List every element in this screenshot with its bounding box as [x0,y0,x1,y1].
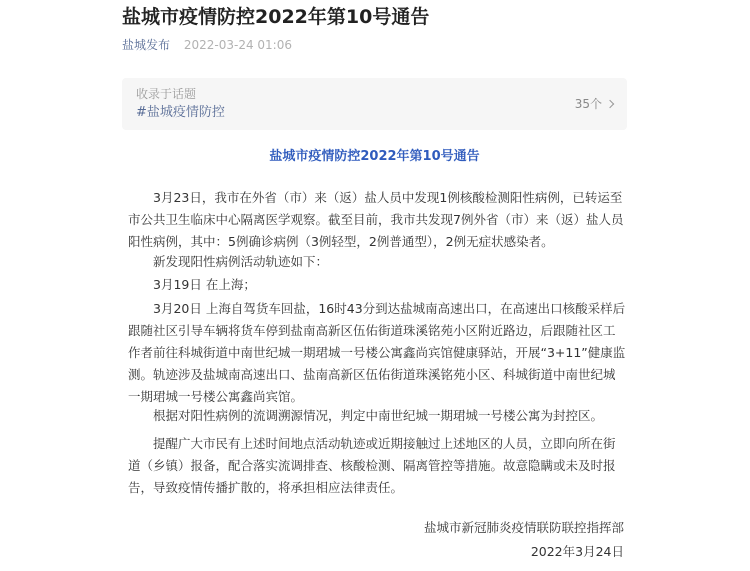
paragraph-line: 提醒广大市民有上述时间地点活动轨迹或近期接触过上述地区的人员，立即向所在街 [153,436,616,451]
notice-heading: 盐城市疫情防控2022年第10号通告 [269,149,480,164]
topic-count-value: 35个 [574,97,602,111]
topic-collected-label: 收录于话题 [136,87,197,101]
paragraph-line: 3月23日，我市在外省（市）来（返）盐人员中发现1例核酸检测阳性病例，已转运至 [153,190,623,205]
paragraph-line: 道（乡镇）报备，配合落实流调排查、核酸检测、隔离管控等措施。故意隐瞒或未及时报 [128,458,616,473]
paragraph-line: 3月20日 上海自驾货车回盐，16时43分到达盐城南高速出口，在高速出口核酸采样后 [153,301,626,316]
topic-count[interactable] [575,95,613,113]
paragraph-line: 告，导致疫情传播扩散的，将承担相应法律责任。 [128,480,404,495]
signature: 盐城市新冠肺炎疫情联防联控指挥部 [423,520,624,535]
chevron-right-icon [606,100,614,108]
paragraph-line: 阳性病例，其中：5例确诊病例（3例轻型，2例普通型），2例无症状感染者。 [128,234,554,249]
paragraph-line: 新发现阳性病例活动轨迹如下： [153,254,329,269]
paragraph-line: 作者前往科城街道中南世纪城一期珺城一号楼公寓鑫尚宾馆健康驿站，开展“3+11”健康监 [128,345,626,360]
publish-time: 2022-03-24 01:06 [183,38,292,52]
topic-tag-link[interactable]: #盐城疫情防控 [136,105,225,120]
notice-date: 2022年3月24日 [530,544,624,559]
paragraph-line: 市公共卫生临床中心隔离医学观察。截至目前，我市共发现7例外省（市）来（返）盐人员 [128,212,624,227]
paragraph-3 [153,274,653,296]
article-meta [122,36,292,54]
page-title: 盐城市疫情防控2022年第10号通告 [122,6,430,28]
paragraph-line: 一期珺城一号楼公寓鑫尚宾馆。 [128,389,304,404]
paragraph-6 [128,433,628,499]
paragraph-line: 测。轨迹涉及盐城南高速出口、盐南高新区伍佑街道珠溪铭苑小区、科城街道中南世纪城 [128,367,616,382]
paragraph-line: 根据对阳性病例的流调溯源情况，判定中南世纪城一期珺城一号楼公寓为封控区。 [153,408,604,423]
paragraph-5 [153,405,653,427]
paragraph-1 [128,187,628,253]
topic-card[interactable] [122,78,627,130]
paragraph-2 [153,251,653,273]
paragraph-4 [128,298,628,408]
author-link[interactable]: 盐城发布 [122,38,171,52]
paragraph-line: 跟随社区引导车辆将货车停到盐南高新区伍佑街道珠溪铭苑小区附近路边，后跟随社区工 [128,323,616,338]
paragraph-line: 3月19日 在上海； [153,277,256,292]
